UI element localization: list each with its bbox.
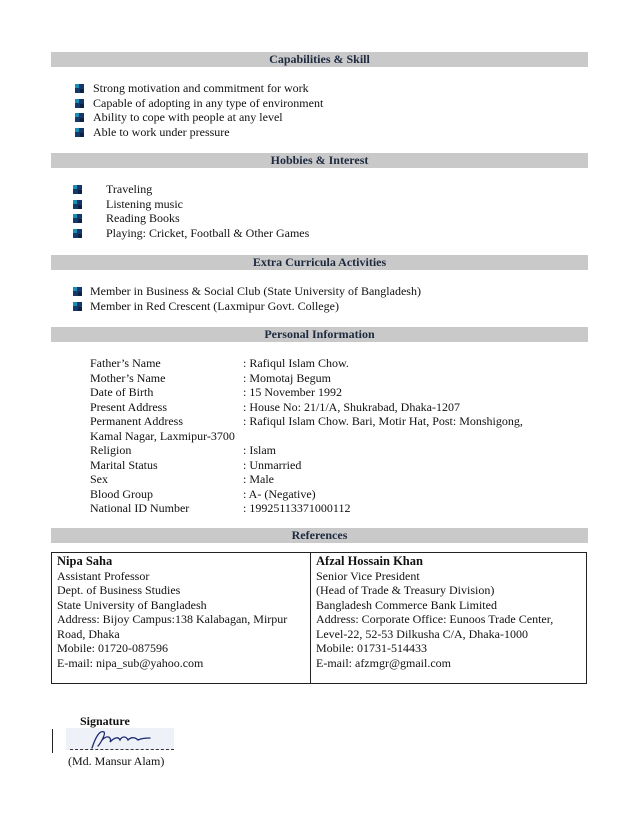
- info-row-permanent-address-cont: Kamal Nagar, Laxmipur-3700: [90, 428, 235, 443]
- list-item: Able to work under pressure: [75, 125, 323, 140]
- extra-curricula-list: [73, 284, 421, 313]
- section-header-capabilities: Capabilities & Skill: [51, 52, 588, 67]
- references-table: [51, 552, 587, 684]
- list-item: Capable of adopting in any type of environment: [75, 96, 323, 111]
- square-bullet-icon: [75, 84, 84, 93]
- square-bullet-icon: [75, 113, 84, 122]
- reference-line: Mobile: 01731-514433: [316, 641, 427, 655]
- list-item: Member in Red Crescent (Laxmipur Govt. College): [73, 299, 421, 314]
- reference-line: Dept. of Business Studies: [57, 583, 181, 597]
- list-item: Playing: Cricket, Football & Other Games: [73, 226, 309, 241]
- list-item: Reading Books: [73, 211, 309, 226]
- square-bullet-icon: [73, 200, 82, 209]
- square-bullet-icon: [75, 99, 84, 108]
- signature-line: [70, 749, 174, 750]
- reference-line: Mobile: 01720-087596: [57, 641, 168, 655]
- reference-line: Senior Vice President: [316, 568, 420, 583]
- hobbies-list: [73, 182, 309, 240]
- section-header-extra-curricula: Extra Curricula Activities: [51, 255, 588, 270]
- square-bullet-icon: [73, 229, 82, 238]
- reference-line: Address: Corporate Office: Eunoos Trade Center,: [316, 612, 554, 626]
- list-item: Traveling: [73, 182, 309, 197]
- info-row-marital-status: Marital Status : Unmarried: [90, 457, 302, 472]
- info-row-sex: Sex : Male: [90, 472, 274, 486]
- info-row-present-address: Present Address : House No: 21/1/A, Shukrabad, Dhaka-1207: [90, 399, 460, 414]
- square-bullet-icon: [73, 302, 82, 311]
- reference-line: (Head of Trade & Treasury Division): [316, 583, 495, 597]
- square-bullet-icon: [75, 128, 84, 137]
- personal-information-block: [90, 356, 590, 516]
- reference-line: Bangladesh Commerce Bank Limited: [316, 597, 497, 612]
- signature-name: (Md. Mansur Alam): [68, 754, 165, 768]
- reference-name: Nipa Saha: [57, 554, 113, 568]
- square-bullet-icon: [73, 287, 82, 296]
- square-bullet-icon: [73, 185, 82, 194]
- info-row-permanent-address: Permanent Address : Rafiqul Islam Chow. Bari, Motir Hat, Post: Monshigong,: [90, 414, 523, 428]
- reference-line: State University of Bangladesh: [57, 597, 207, 612]
- info-row-national-id: National ID Number : 19925113371000112: [90, 501, 351, 515]
- reference-right: [311, 553, 586, 683]
- info-row-date-of-birth: Date of Birth : 15 November 1992: [90, 385, 342, 399]
- info-row-mothers-name: Mother’s Name : Momotaj Begum: [90, 370, 331, 385]
- list-item: Strong motivation and commitment for work: [75, 81, 323, 96]
- capabilities-list: [75, 81, 323, 139]
- info-row-fathers-name: Father’s Name : Rafiqul Islam Chow.: [90, 356, 349, 370]
- signature-divider: [52, 729, 53, 753]
- reference-left: [52, 553, 311, 683]
- reference-name: Afzal Hossain Khan: [316, 554, 423, 568]
- list-item: Ability to cope with people at any level: [75, 110, 323, 125]
- reference-line: Assistant Professor: [57, 568, 150, 583]
- reference-line: Level-22, 52-53 Dilkusha C/A, Dhaka-1000: [316, 626, 528, 641]
- section-header-references: References: [51, 528, 588, 543]
- info-row-blood-group: Blood Group : A- (Negative): [90, 486, 316, 501]
- reference-email[interactable]: E-mail: afzmgr@gmail.com: [316, 655, 452, 670]
- reference-line: Address: Bijoy Campus:138 Kalabagan, Mirpur: [57, 612, 288, 626]
- list-item: Member in Business & Social Club (State University of Bangladesh): [73, 284, 421, 299]
- reference-line: Road, Dhaka: [57, 626, 120, 641]
- list-item: Listening music: [73, 197, 309, 212]
- square-bullet-icon: [73, 214, 82, 223]
- info-row-religion: Religion : Islam: [90, 443, 276, 457]
- section-header-personal-information: Personal Information: [51, 327, 588, 342]
- signature-label: Signature: [80, 714, 130, 728]
- section-header-hobbies: Hobbies & Interest: [51, 153, 588, 168]
- reference-email[interactable]: E-mail: nipa_sub@yahoo.com: [57, 655, 204, 670]
